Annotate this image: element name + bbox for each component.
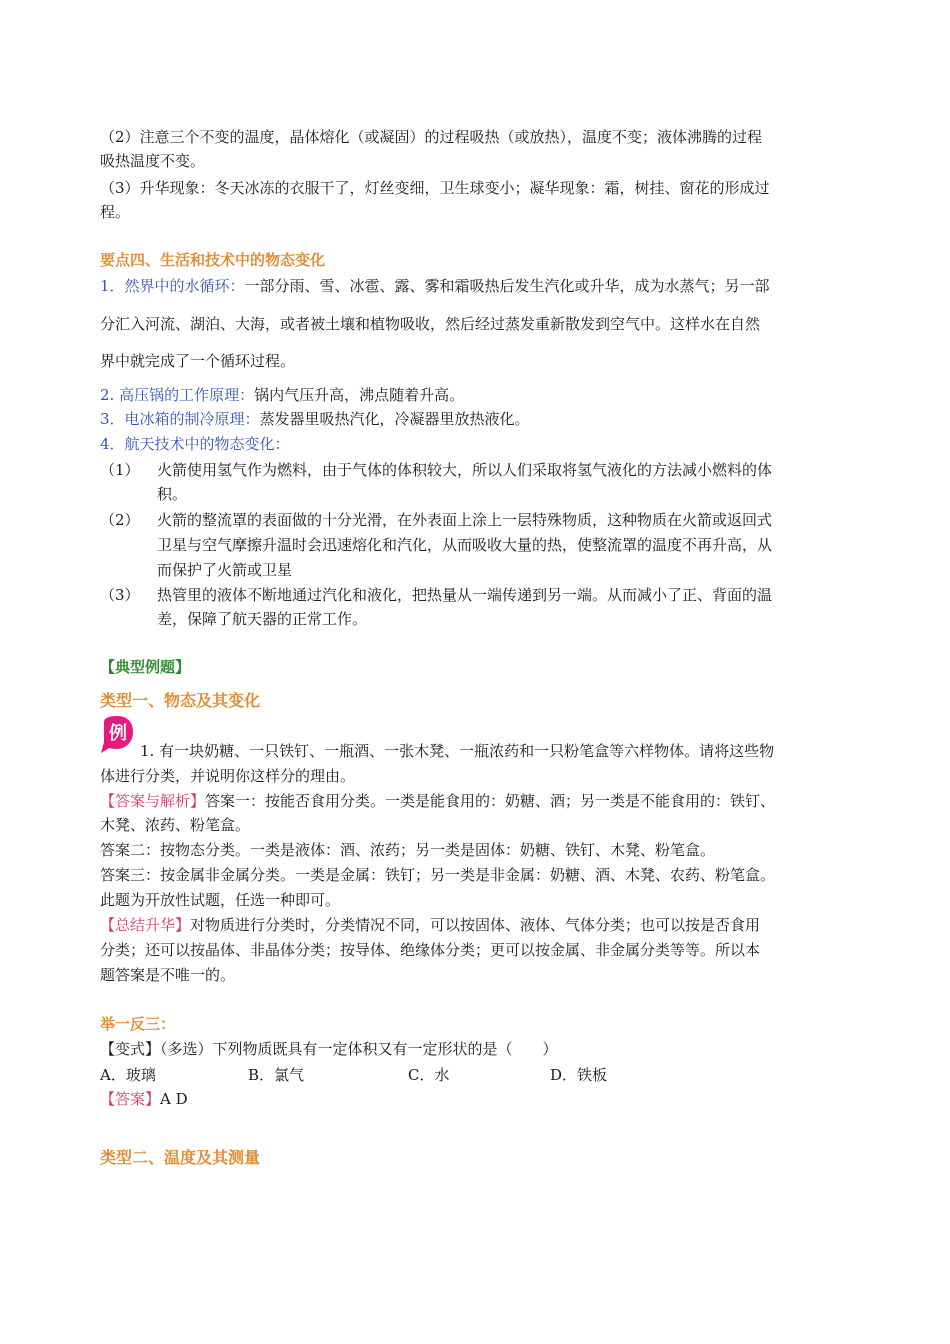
item-1-label: 1．然界中的水循环： bbox=[100, 277, 245, 295]
answer-line-2: 木凳、浓药、粉笔盒。 bbox=[100, 816, 251, 834]
answer-line-3: 答案二：按物态分类。一类是液体：酒、浓药；另一类是固体：奶糖、铁钉、木凳、粉笔盒。 bbox=[100, 841, 716, 859]
paragraph-3-line-1: （3）升华现象：冬天冰冻的衣服干了，灯丝变细，卫生球变小；凝华现象：霜，树挂、窗花的形成过 bbox=[100, 179, 770, 197]
answer-line-4: 答案三：按金属非金属分类。一类是金属：铁钉；另一类是非金属：奶糖、酒、木凳、农药、粉笔盒。 bbox=[100, 866, 776, 884]
sub-item-2-number: （2） bbox=[100, 511, 140, 529]
paragraph-2-line-1: （2）注意三个不变的温度，晶体熔化（或凝固）的过程吸热（或放热），温度不变；液体沸腾的过程 bbox=[100, 128, 763, 146]
sub-item-3-number: （3） bbox=[100, 586, 140, 604]
paragraph-2-line-2: 吸热温度不变。 bbox=[100, 152, 206, 170]
summary-text-1: 对物质进行分类时，分类情况不同，可以按固体、液体、气体分类；也可以按是否食用 bbox=[190, 916, 761, 934]
item-3-label: 3．电冰箱的制冷原理： bbox=[100, 410, 260, 428]
summary-line-2: 分类；还可以按晶体、非晶体分类；按导体、绝缘体分类；更可以按金属、非金属分类等等。所以本 bbox=[100, 941, 761, 959]
type-1-heading: 类型一、物态及其变化 bbox=[100, 691, 261, 710]
item-4-label: 4．航天技术中的物态变化： bbox=[100, 435, 290, 453]
paragraph-3-line-2: 程。 bbox=[100, 203, 131, 221]
item-1-line-2: 分汇入河流、湖泊、大海，或者被土壤和植物吸收，然后经过蒸发重新散发到空气中。这样水在自然 bbox=[100, 315, 761, 333]
summary-line-3: 题答案是不唯一的。 bbox=[100, 966, 236, 984]
sub-item-3-line-2: 差，保障了航天器的正常工作。 bbox=[157, 610, 368, 628]
summary-line-1 bbox=[100, 914, 860, 936]
answer-text-1: 答案一：按能否食用分类。一类是能食用的：奶糖、酒；另一类是不能食用的：铁钉、 bbox=[205, 792, 776, 810]
item-3-text: 蒸发器里吸热汽化，冷凝器里放热液化。 bbox=[259, 410, 530, 428]
item-1-line-1 bbox=[100, 275, 860, 297]
answer-label: 【答案与解析】 bbox=[100, 792, 206, 810]
item-1-line-3: 界中就完成了一个循环过程。 bbox=[100, 352, 296, 370]
variant-answer-text: A D bbox=[160, 1090, 188, 1108]
section-heading-4: 要点四、生活和技术中的物态变化 bbox=[100, 251, 326, 269]
answer-line-1 bbox=[100, 790, 860, 812]
variant-question: 【变式】（多选）下列物质既具有一定体积又有一定形状的是（ ） bbox=[100, 1040, 558, 1058]
question-line-2: 体进行分类，并说明你这样分的理由。 bbox=[100, 767, 356, 785]
option-b: B．氯气 bbox=[248, 1066, 305, 1084]
badge-char: 例 bbox=[109, 723, 127, 744]
sub-item-1-line-2: 积。 bbox=[157, 485, 188, 503]
option-c: C．水 bbox=[408, 1066, 450, 1084]
item-4 bbox=[100, 433, 860, 455]
practice-heading: 举一反三： bbox=[100, 1015, 176, 1033]
sub-item-1-number: （1） bbox=[100, 461, 140, 479]
option-a: A．玻璃 bbox=[100, 1066, 156, 1084]
sub-item-2-line-3: 而保护了火箭或卫星 bbox=[157, 561, 293, 579]
item-3 bbox=[100, 408, 860, 430]
sub-item-1-line-1: 火箭使用氢气作为燃料，由于气体的体积较大，所以人们采取将氢气液化的方法减小燃料的体 bbox=[157, 461, 773, 479]
item-2-label: 2. 高压锅的工作原理： bbox=[100, 386, 255, 404]
sub-item-3-line-1: 热管里的液体不断地通过汽化和液化，把热量从一端传递到另一端。从而减小了正、背面的温 bbox=[157, 586, 773, 604]
type-2-heading: 类型二、温度及其测量 bbox=[100, 1148, 261, 1167]
variant-answer bbox=[100, 1088, 860, 1110]
sub-item-2-line-1: 火箭的整流罩的表面做的十分光滑，在外表面上涂上一层特殊物质，这种物质在火箭或返回式 bbox=[157, 511, 773, 529]
item-2 bbox=[100, 384, 860, 406]
variant-answer-label: 【答案】 bbox=[100, 1090, 161, 1108]
examples-heading: 【典型例题】 bbox=[100, 658, 191, 676]
item-2-text: 锅内气压升高，沸点随着升高。 bbox=[254, 386, 465, 404]
example-badge-icon bbox=[100, 716, 134, 754]
sub-item-2-line-2: 卫星与空气摩擦升温时会迅速熔化和汽化，从而吸收大量的热，使整流罩的温度不再升高，从 bbox=[157, 536, 773, 554]
summary-label: 【总结升华】 bbox=[100, 916, 191, 934]
item-1-text: 一部分雨、雪、冰雹、露、雾和霜吸热后发生汽化或升华，成为水蒸气；另一部 bbox=[244, 277, 770, 295]
answer-line-5: 此题为开放性试题，任选一种即可。 bbox=[100, 891, 341, 909]
option-d: D．铁板 bbox=[550, 1066, 608, 1084]
question-line-1: 1. 有一块奶糖、一只铁钉、一瓶酒、一张木凳、一瓶浓药和一只粉笔盒等六样物体。请将这些物 bbox=[140, 742, 775, 760]
